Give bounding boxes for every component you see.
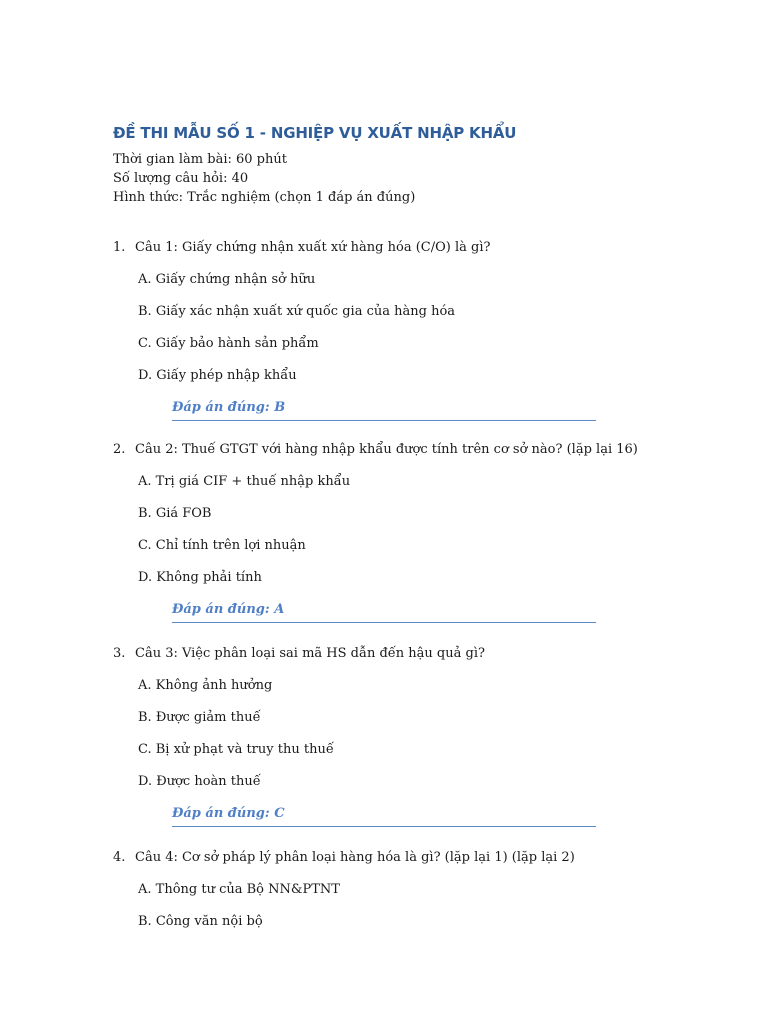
correct-answer: Đáp án đúng: A bbox=[172, 600, 596, 623]
exam-info bbox=[113, 150, 415, 207]
option-d: D. Không phải tính bbox=[138, 570, 262, 585]
correct-answer: Đáp án đúng: B bbox=[172, 398, 596, 421]
question-text bbox=[113, 238, 613, 258]
exam-question-count: Số lượng câu hỏi: 40 bbox=[113, 171, 249, 186]
question-number: 4. bbox=[113, 850, 126, 865]
option-b: B. Được giảm thuế bbox=[138, 710, 261, 725]
option-a: A. Trị giá CIF + thuế nhập khẩu bbox=[138, 474, 351, 489]
question-number: 3. bbox=[113, 646, 126, 661]
question-number: 1. bbox=[113, 240, 126, 255]
option-d: D. Được hoàn thuế bbox=[138, 774, 261, 789]
option-d: D. Giấy phép nhập khẩu bbox=[138, 368, 297, 383]
question-4 bbox=[113, 848, 613, 932]
question-text bbox=[113, 848, 613, 868]
option-b: B. Giá FOB bbox=[138, 506, 212, 521]
option-c: C. Giấy bảo hành sản phẩm bbox=[138, 336, 319, 351]
option-a: A. Giấy chứng nhận sở hữu bbox=[138, 272, 316, 287]
option-b: B. Công văn nội bộ bbox=[138, 914, 263, 929]
option-a: A. Không ảnh hưởng bbox=[138, 678, 273, 693]
exam-format: Hình thức: Trắc nghiệm (chọn 1 đáp án đúng) bbox=[113, 190, 416, 205]
exam-duration: Thời gian làm bài: 60 phút bbox=[113, 152, 287, 167]
document-title: ĐỀ THI MẪU SỐ 1 - NGHIỆP VỤ XUẤT NHẬP KHẨU bbox=[113, 124, 517, 142]
question-number: 2. bbox=[113, 442, 126, 457]
option-c: C. Chỉ tính trên lợi nhuận bbox=[138, 538, 306, 553]
question-label: Câu 3: Việc phân loại sai mã HS dẫn đến hậu quả gì? bbox=[135, 646, 485, 661]
question-label: Câu 4: Cơ sở pháp lý phân loại hàng hóa là gì? (lặp lại 1) (lặp lại 2) bbox=[135, 850, 575, 865]
question-3 bbox=[113, 644, 613, 827]
question-label: Câu 1: Giấy chứng nhận xuất xứ hàng hóa (C/O) là gì? bbox=[135, 240, 491, 255]
option-b: B. Giấy xác nhận xuất xứ quốc gia của hàng hóa bbox=[138, 304, 456, 319]
correct-answer: Đáp án đúng: C bbox=[172, 804, 596, 827]
option-a: A. Thông tư của Bộ NN&PTNT bbox=[138, 882, 340, 897]
question-1 bbox=[113, 238, 613, 421]
question-text bbox=[113, 440, 638, 460]
question-label: Câu 2: Thuế GTGT với hàng nhập khẩu được tính trên cơ sở nào? (lặp lại 16) bbox=[135, 442, 638, 457]
question-text bbox=[113, 644, 613, 664]
question-2 bbox=[113, 440, 638, 623]
option-c: C. Bị xử phạt và truy thu thuế bbox=[138, 742, 334, 757]
